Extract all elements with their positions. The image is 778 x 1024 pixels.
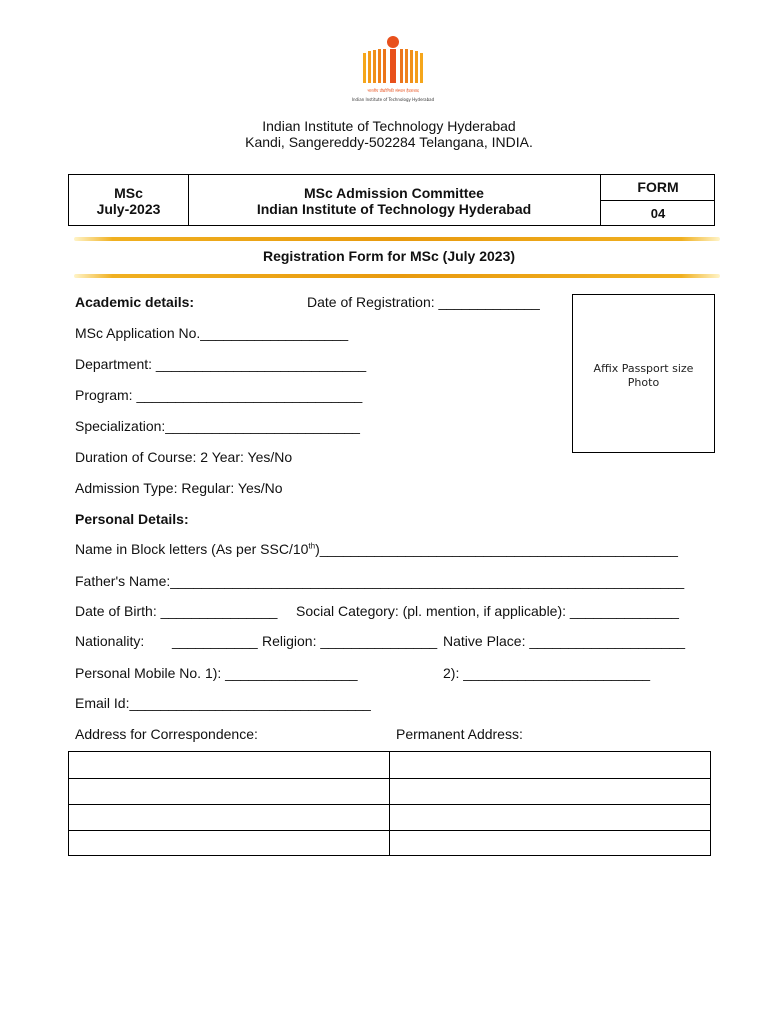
session-label: July-2023	[96, 201, 161, 217]
committee-label: MSc Admission Committee	[304, 185, 484, 201]
date-of-registration-field[interactable]: Date of Registration: _____________	[307, 294, 540, 310]
duration-field[interactable]: Duration of Course: 2 Year: Yes/No	[75, 449, 293, 465]
nationality-label: Nationality:	[75, 633, 145, 649]
info-box	[68, 174, 715, 226]
passport-photo-box	[572, 294, 715, 453]
social-category-field[interactable]: Social Category: (pl. mention, if applicable): ______________	[296, 603, 679, 619]
specialization-field[interactable]: Specialization:_________________________	[75, 418, 360, 434]
academic-heading: Academic details:	[75, 294, 195, 310]
institute-address: Kandi, Sangereddy-502284 Telangana, INDIA.	[245, 134, 533, 150]
dob-field[interactable]: Date of Birth: _______________	[75, 603, 278, 619]
iith-logo-icon	[351, 35, 435, 109]
iith-logo	[351, 35, 435, 109]
permanent-address-line-4[interactable]	[391, 831, 709, 855]
divider-bottom	[74, 274, 720, 278]
admission-type-field[interactable]: Admission Type: Regular: Yes/No	[75, 480, 283, 496]
correspondence-address-line-2[interactable]	[70, 779, 388, 804]
correspondence-address-label: Address for Correspondence:	[75, 726, 258, 742]
divider-top	[74, 237, 720, 241]
correspondence-address-line-1[interactable]	[70, 752, 388, 777]
permanent-address-line-3[interactable]	[391, 805, 709, 830]
mobile-1-field[interactable]: Personal Mobile No. 1): _________________	[75, 665, 358, 681]
application-no-field[interactable]: MSc Application No.___________________	[75, 325, 349, 341]
personal-heading: Personal Details:	[75, 511, 189, 527]
religion-field[interactable]: Religion: _______________	[262, 633, 438, 649]
nationality-field[interactable]: ___________	[172, 633, 258, 649]
permanent-address-line-1[interactable]	[391, 752, 709, 777]
native-place-field[interactable]: Native Place: ____________________	[443, 633, 686, 649]
form-title: Registration Form for MSc (July 2023)	[262, 248, 516, 264]
svg-text:Indian Institute of Technology: Indian Institute of Technology Hyderabad	[351, 97, 435, 102]
committee-institute-label: Indian Institute of Technology Hyderabad	[256, 201, 532, 217]
father-name-field[interactable]: Father's Name:__________________________________________________________________	[75, 573, 685, 589]
department-field[interactable]: Department: ___________________________	[75, 356, 367, 372]
email-field[interactable]: Email Id:_______________________________	[75, 695, 371, 711]
address-table	[68, 751, 711, 856]
svg-text:भारतीय प्रौद्योगिकी संस्थान है: भारतीय प्रौद्योगिकी संस्थान हैदराबाद	[367, 88, 419, 93]
photo-label-line1: Affix Passport size	[593, 362, 694, 375]
form-label: FORM	[637, 179, 679, 195]
permanent-address-line-2[interactable]	[391, 779, 709, 804]
program-field[interactable]: Program: _____________________________	[75, 387, 363, 403]
permanent-address-label: Permanent Address:	[396, 726, 523, 742]
photo-label-line2: Photo	[627, 376, 660, 389]
correspondence-address-line-4[interactable]	[70, 831, 388, 855]
institute-name: Indian Institute of Technology Hyderabad	[262, 118, 516, 134]
mobile-2-field[interactable]: 2): ________________________	[443, 665, 651, 681]
name-block-letters-field[interactable]: Name in Block letters (As per SSC/10th)______________________________________________	[75, 541, 678, 557]
form-number: 04	[650, 206, 666, 221]
program-label: MSc	[114, 185, 143, 201]
correspondence-address-line-3[interactable]	[70, 805, 388, 830]
